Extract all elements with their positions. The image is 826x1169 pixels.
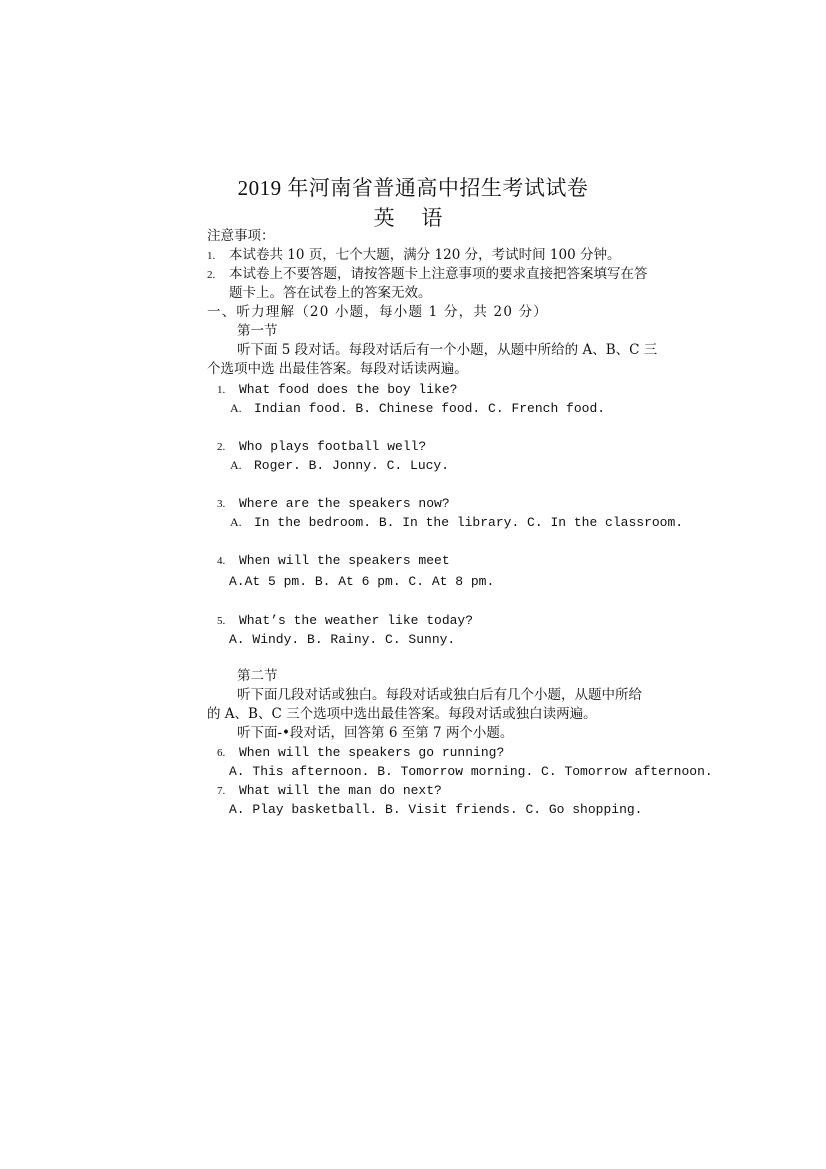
question-number: 7. xyxy=(217,785,226,797)
section1-instructions-line1: 听下面 5 段对话。每段对话后有一个小题，从题中所给的 A、B、C 三 xyxy=(237,342,658,358)
question-7 xyxy=(217,781,442,799)
question-number: 2. xyxy=(217,441,226,453)
options-text: A.At 5 pm. B. At 6 pm. C. At 8 pm. xyxy=(229,574,495,589)
question-number: 4. xyxy=(217,555,226,567)
options-text: A. Play basketball. B. Visit friends. C. Go shopping. xyxy=(229,802,643,817)
section2-label: 第二节 xyxy=(237,668,278,684)
question-text: Who plays football well? xyxy=(239,439,427,454)
section2-instructions-line1: 听下面几段对话或独白。每段对话或独白后有几个小题，从题中所给 xyxy=(237,687,642,703)
question-3 xyxy=(217,494,450,512)
question-text: What’s the weather like today? xyxy=(239,613,474,628)
section2-sub-instruction: 听下面-•段对话，回答第 6 至第 7 两个小题。 xyxy=(237,725,514,741)
options-text: A. This afternoon. B. Tomorrow morning. C. Tomorrow afternoon. xyxy=(229,764,713,779)
options-text: A. Windy. B. Rainy. C. Sunny. xyxy=(229,632,456,647)
question-2-options xyxy=(230,456,449,474)
notice-item-1 xyxy=(207,246,620,266)
option-a-label: A. xyxy=(230,515,242,529)
question-4-options xyxy=(229,572,494,590)
question-4 xyxy=(217,551,450,569)
options-text: Indian food. B. Chinese food. C. French food. xyxy=(254,401,606,416)
question-7-options xyxy=(229,800,642,818)
options-text: Roger. B. Jonny. C. Lucy. xyxy=(254,458,450,473)
options-text: In the bedroom. B. In the library. C. In the classroom. xyxy=(254,515,684,530)
section1-instructions-line2: 个选项中选 出最佳答案。每段对话读两遍。 xyxy=(207,361,468,377)
notice-item-text: 本试卷共 10 页，七个大题，满分 120 分，考试时间 100 分钟。 xyxy=(229,247,621,263)
question-text: What food does the boy like? xyxy=(239,382,458,397)
question-2 xyxy=(217,437,426,455)
exam-subject: 英 语 xyxy=(373,206,453,230)
question-1-options xyxy=(230,399,605,417)
notice-heading: 注意事项： xyxy=(207,228,275,244)
option-a-label: A. xyxy=(230,401,242,415)
notice-item-2 xyxy=(207,265,648,285)
option-a-label: A. xyxy=(230,458,242,472)
question-3-options xyxy=(230,513,683,531)
question-text: When will the speakers go running? xyxy=(239,745,505,760)
question-text: When will the speakers meet xyxy=(239,553,450,568)
question-6-options xyxy=(229,762,713,780)
part1-heading: 一、听力理解（20 小题，每小题 1 分，共 20 分） xyxy=(207,304,549,320)
question-5 xyxy=(217,611,473,629)
notice-item-2-continued: 题卡上。答在试卷上的答案无效。 xyxy=(229,285,432,301)
question-text: What will the man do next? xyxy=(239,783,442,798)
question-number: 1. xyxy=(217,384,226,396)
notice-item-text: 本试卷上不要答题，请按答题卡上注意事项的要求直接把答案填写在答 xyxy=(229,266,648,282)
question-number: 6. xyxy=(217,747,226,759)
question-number: 3. xyxy=(217,498,226,510)
section2-instructions-line2: 的 A、B、C 三个选项中选出最佳答案。每段对话或独白读两遍。 xyxy=(207,706,597,722)
question-5-options xyxy=(229,630,455,648)
question-text: Where are the speakers now? xyxy=(239,496,450,511)
section1-label: 第一节 xyxy=(237,323,278,339)
exam-title: 2019 年河南省普通高中招生考试试卷 xyxy=(237,176,589,200)
question-1 xyxy=(217,380,457,398)
question-6 xyxy=(217,743,504,761)
question-number: 5. xyxy=(217,615,226,627)
notice-item-number: 2. xyxy=(207,269,216,281)
notice-item-number: 1. xyxy=(207,250,216,262)
